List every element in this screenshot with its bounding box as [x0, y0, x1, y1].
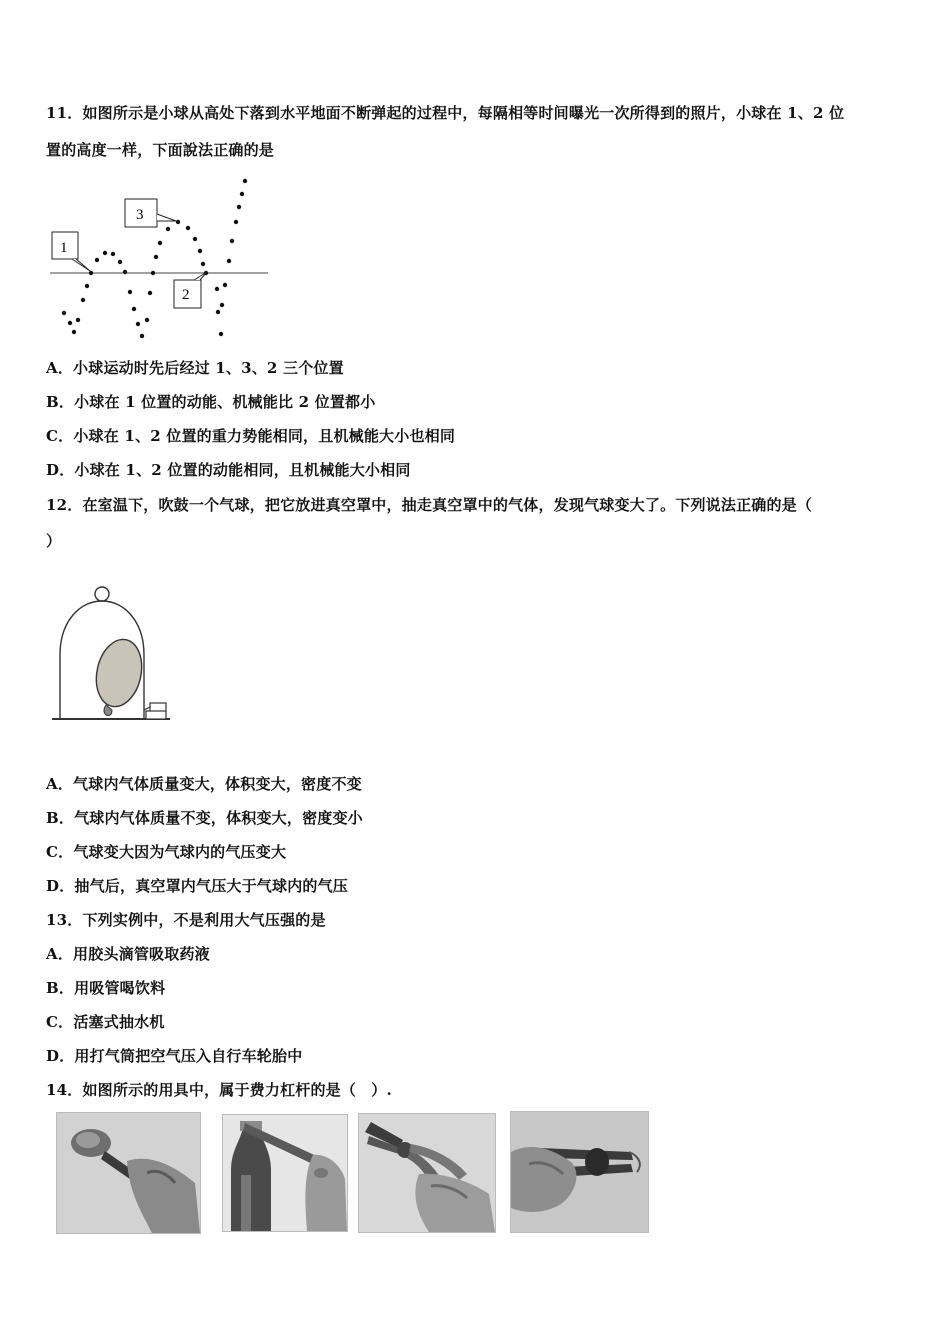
- q13-option-a[interactable]: A．用胶头滴管吸取药液: [46, 945, 210, 963]
- q11-option-d[interactable]: D．小球在 1、2 位置的动能相同，且机械能大小相同: [46, 461, 411, 479]
- bouncing-ball-figure: [46, 172, 276, 340]
- q12-option-d[interactable]: D．抽气后，真空罩内气压大于气球内的气压: [46, 877, 349, 895]
- q11-option-b[interactable]: B．小球在 1 位置的动能、机械能比 2 位置都小: [46, 393, 376, 411]
- nutcracker-photo[interactable]: [510, 1111, 649, 1233]
- vacuum-jar-figure: [50, 583, 175, 728]
- label-2: 2: [182, 287, 190, 303]
- q11-option-a[interactable]: A．小球运动时先后经过 1、3、2 三个位置: [46, 359, 344, 377]
- label-1: 1: [60, 240, 68, 256]
- q12-option-a[interactable]: A．气球内气体质量变大，体积变大，密度不变: [46, 775, 362, 793]
- q13-option-c[interactable]: C．活塞式抽水机: [46, 1013, 165, 1031]
- q13-stem: 13．下列实例中，不是利用大气压强的是: [46, 911, 326, 929]
- q12-stem-line1: 12．在室温下，吹鼓一个气球，把它放进真空罩中，抽走真空罩中的气体，发现气球变大了。下列说法正确的是（: [46, 496, 813, 514]
- q11-stem-line1: 11．如图所示是小球从高处下落到水平地面不断弹起的过程中，每隔相等时间曝光一次所得到的照片，小球在 1、2 位: [46, 104, 845, 122]
- q13-option-b[interactable]: B．用吸管喝饮料: [46, 979, 166, 997]
- q12-stem-line2: ）: [46, 532, 62, 550]
- bottle-opener-photo[interactable]: [222, 1114, 348, 1232]
- q11-stem-line2: 置的高度一样，下面說法正确的是: [46, 141, 275, 159]
- q11-option-c[interactable]: C．小球在 1、2 位置的重力势能相同，且机械能大小也相同: [46, 427, 456, 445]
- pliers-photo[interactable]: [358, 1113, 496, 1233]
- label-3: 3: [136, 207, 144, 223]
- q14-stem: 14．如图所示的用具中，属于费力杠杆的是（ ）.: [46, 1081, 392, 1099]
- q13-option-d[interactable]: D．用打气筒把空气压入自行车轮胎中: [46, 1047, 303, 1065]
- q12-option-c[interactable]: C．气球变大因为气球内的气压变大: [46, 843, 287, 861]
- q12-option-b[interactable]: B．气球内气体质量不变，体积变大，密度变小: [46, 809, 363, 827]
- spoon-photo[interactable]: [56, 1112, 201, 1234]
